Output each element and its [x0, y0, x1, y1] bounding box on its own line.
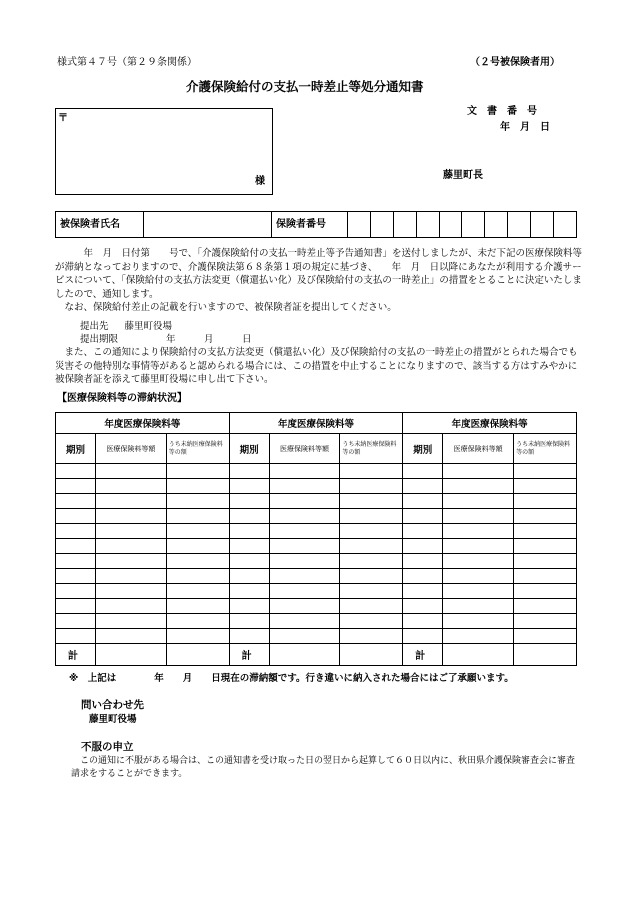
insurer-number-digit-box	[531, 212, 554, 238]
total-label: 計	[56, 644, 96, 666]
arrears-cell	[56, 629, 96, 644]
arrears-cell	[56, 599, 96, 614]
arrears-cell	[229, 569, 269, 584]
arrears-cell	[95, 614, 166, 629]
arrears-cell	[166, 554, 229, 569]
arrears-cell	[166, 494, 229, 509]
arrears-cell	[514, 584, 577, 599]
arrears-cell	[443, 539, 514, 554]
arrears-cell	[166, 569, 229, 584]
period-header: 期別	[56, 434, 96, 464]
arrears-cell	[166, 509, 229, 524]
arrears-group-header-3: 年度医療保険料等	[403, 413, 577, 434]
total-cell	[514, 644, 577, 666]
contact-office: 藤里町役場	[89, 714, 137, 725]
arrears-cell	[95, 554, 166, 569]
arrears-cell	[514, 509, 577, 524]
arrears-cell	[56, 569, 96, 584]
arrears-cell	[269, 539, 340, 554]
submit-to-value: 藤里町役場	[124, 321, 173, 332]
arrears-cell	[514, 539, 577, 554]
arrears-cell	[403, 524, 443, 539]
arrears-cell	[56, 584, 96, 599]
arrears-cell	[269, 509, 340, 524]
arrears-cell	[443, 509, 514, 524]
arrears-cell	[514, 464, 577, 479]
arrears-group-header-1: 年度医療保険料等	[56, 413, 230, 434]
insurer-number-digit-box	[462, 212, 485, 238]
arrears-cell	[95, 464, 166, 479]
period-header: 期別	[229, 434, 269, 464]
total-label: 計	[229, 644, 269, 666]
arrears-cell	[166, 584, 229, 599]
insurer-number-digit-box	[393, 212, 416, 238]
insurer-number-digit-box	[508, 212, 531, 238]
arrears-rows	[56, 464, 577, 644]
arrears-cell	[403, 599, 443, 614]
unpaid-header: うち未納医療保険料等の額	[340, 434, 403, 464]
insured-type-label: （２号被保険者用）	[470, 57, 560, 68]
table-row	[56, 464, 577, 479]
arrears-cell	[269, 614, 340, 629]
arrears-cell	[269, 554, 340, 569]
insurer-number-digit-box	[416, 212, 439, 238]
arrears-cell	[403, 494, 443, 509]
contact-title: 問い合わせ先	[81, 699, 144, 711]
arrears-cell	[229, 599, 269, 614]
arrears-cell	[229, 479, 269, 494]
arrears-cell	[443, 584, 514, 599]
total-cell	[340, 644, 403, 666]
arrears-note: ※ 上記は 年 月 日現在の滞納額です。行き違いに納入された場合にはご了承願います。	[69, 673, 514, 684]
arrears-cell	[403, 614, 443, 629]
body-paragraph-3: また、この通知により保険給付の支払方法変更（償還払い化）及び保険給付の支払の一時差止の措置がとられた場合でも災害その他特別な事情等があると認められる場合には、この措置を中止することになりますので、該当する方はすみやかに被保険者証を添えて藤里町役場に申し出て下さい。	[55, 347, 578, 385]
arrears-cell	[166, 599, 229, 614]
document-date-label: 年 月 日	[500, 122, 550, 133]
arrears-cell	[514, 599, 577, 614]
arrears-cell	[269, 464, 340, 479]
unpaid-header: うち未納医療保険料等の額	[166, 434, 229, 464]
total-cell	[166, 644, 229, 666]
document-title: 介護保険給付の支払一時差止等処分通知書	[186, 79, 424, 94]
arrears-section-title: 【医療保険料等の滞納状況】	[57, 393, 187, 404]
arrears-cell	[269, 494, 340, 509]
arrears-cell	[269, 599, 340, 614]
arrears-cell	[95, 494, 166, 509]
amount-header: 医療保険料等額	[269, 434, 340, 464]
arrears-cell	[229, 554, 269, 569]
table-row	[56, 479, 577, 494]
table-row	[56, 629, 577, 644]
total-label: 計	[403, 644, 443, 666]
table-row	[56, 509, 577, 524]
arrears-cell	[403, 464, 443, 479]
insurer-number-digit-box	[554, 212, 577, 238]
table-row	[56, 614, 577, 629]
insured-name-field	[144, 212, 272, 238]
total-cell	[269, 644, 340, 666]
insured-info-table	[55, 211, 577, 238]
arrears-cell	[269, 569, 340, 584]
arrears-cell	[166, 524, 229, 539]
arrears-cell	[340, 539, 403, 554]
arrears-cell	[56, 509, 96, 524]
arrears-cell	[229, 539, 269, 554]
arrears-cell	[403, 554, 443, 569]
arrears-cell	[229, 524, 269, 539]
arrears-cell	[56, 539, 96, 554]
insurer-number-digit-box	[370, 212, 393, 238]
insured-number-label: 保険者番号	[272, 212, 348, 238]
deadline-row	[80, 333, 252, 346]
insured-name-label: 被保険者氏名	[56, 212, 144, 238]
table-row	[56, 524, 577, 539]
deadline-value: 年 月 日	[166, 334, 252, 345]
arrears-cell	[229, 464, 269, 479]
arrears-cell	[340, 614, 403, 629]
deadline-label: 提出期限	[80, 334, 119, 345]
arrears-cell	[56, 524, 96, 539]
arrears-cell	[56, 479, 96, 494]
arrears-cell	[514, 479, 577, 494]
document-number-label: 文 書 番 号	[467, 106, 537, 117]
table-row	[56, 554, 577, 569]
arrears-cell	[514, 524, 577, 539]
arrears-cell	[443, 629, 514, 644]
arrears-cell	[56, 464, 96, 479]
arrears-cell	[95, 524, 166, 539]
arrears-cell	[269, 524, 340, 539]
arrears-cell	[95, 479, 166, 494]
arrears-cell	[95, 629, 166, 644]
arrears-cell	[403, 584, 443, 599]
arrears-cell	[443, 569, 514, 584]
arrears-cell	[340, 629, 403, 644]
arrears-cell	[340, 599, 403, 614]
table-row	[56, 584, 577, 599]
arrears-cell	[95, 539, 166, 554]
arrears-cell	[514, 614, 577, 629]
arrears-cell	[229, 509, 269, 524]
unpaid-header: うち未納医療保険料等の額	[514, 434, 577, 464]
recipient-honorific: 様	[255, 176, 265, 187]
arrears-cell	[56, 614, 96, 629]
objection-title: 不服の申立	[81, 741, 134, 753]
body-paragraph-1: 年 月 日付第 号で、「介護保険給付の支払一時差止等予告通知書」を送付しましたが、未だ下記の医療保険料等が滞納となっておりますので、介護保険法第６８条第１項の規定に基づき、 年 月 日以降にあなたが利用する介護サービスについて、「保険給付の支払方法変更（償還払い化）及び保険給付の支払の一時差止」の措置をとることに決定いたしましたので、通知します。	[55, 248, 583, 300]
arrears-cell	[269, 629, 340, 644]
table-row	[56, 539, 577, 554]
insurer-number-digit-box	[348, 212, 371, 238]
arrears-cell	[514, 554, 577, 569]
arrears-cell	[166, 629, 229, 644]
table-row	[56, 599, 577, 614]
arrears-cell	[403, 479, 443, 494]
arrears-cell	[403, 629, 443, 644]
address-box	[55, 108, 273, 195]
table-row	[56, 494, 577, 509]
arrears-cell	[229, 584, 269, 599]
arrears-cell	[56, 554, 96, 569]
arrears-cell	[443, 554, 514, 569]
arrears-cell	[229, 614, 269, 629]
arrears-cell	[166, 479, 229, 494]
amount-header: 医療保険料等額	[95, 434, 166, 464]
arrears-cell	[443, 524, 514, 539]
notice-body	[55, 247, 585, 315]
sender-name: 藤里町長	[443, 170, 483, 181]
arrears-cell	[340, 554, 403, 569]
arrears-cell	[95, 599, 166, 614]
period-header: 期別	[403, 434, 443, 464]
arrears-cell	[340, 464, 403, 479]
arrears-table	[55, 412, 577, 666]
arrears-cell	[95, 569, 166, 584]
arrears-cell	[340, 479, 403, 494]
arrears-cell	[443, 614, 514, 629]
arrears-cell	[340, 584, 403, 599]
arrears-group-header-2: 年度医療保険料等	[229, 413, 403, 434]
table-row	[56, 569, 577, 584]
arrears-cell	[514, 569, 577, 584]
submit-to-row	[80, 320, 172, 333]
arrears-cell	[166, 614, 229, 629]
arrears-cell	[340, 569, 403, 584]
form-number: 様式第４７号（第２９条関係）	[57, 57, 197, 68]
arrears-cell	[403, 569, 443, 584]
amount-header: 医療保険料等額	[443, 434, 514, 464]
arrears-cell	[514, 629, 577, 644]
total-cell	[443, 644, 514, 666]
postal-mark: 〒	[58, 113, 68, 124]
arrears-cell	[443, 464, 514, 479]
arrears-cell	[443, 494, 514, 509]
arrears-cell	[269, 584, 340, 599]
arrears-cell	[340, 524, 403, 539]
arrears-cell	[229, 629, 269, 644]
arrears-cell	[514, 494, 577, 509]
insurer-number-digit-box	[439, 212, 462, 238]
arrears-cell	[443, 479, 514, 494]
arrears-cell	[403, 539, 443, 554]
objection-text: この通知に不服がある場合は、この通知書を受け取った日の翌日から起算して６０日以内に、秋田県介護保険審査会に審査請求をすることができます。	[71, 756, 576, 779]
insurer-number-digit-box	[485, 212, 508, 238]
total-cell	[95, 644, 166, 666]
arrears-cell	[269, 479, 340, 494]
arrears-cell	[166, 464, 229, 479]
arrears-cell	[95, 509, 166, 524]
arrears-cell	[229, 494, 269, 509]
arrears-cell	[340, 509, 403, 524]
arrears-cell	[166, 539, 229, 554]
arrears-cell	[56, 494, 96, 509]
arrears-cell	[443, 599, 514, 614]
arrears-cell	[95, 584, 166, 599]
submit-to-label: 提出先	[80, 321, 109, 332]
arrears-cell	[340, 494, 403, 509]
body-paragraph-2: なお、保険給付差止の記載を行いますので、被保険者証を提出してください。	[55, 302, 397, 313]
arrears-cell	[403, 509, 443, 524]
